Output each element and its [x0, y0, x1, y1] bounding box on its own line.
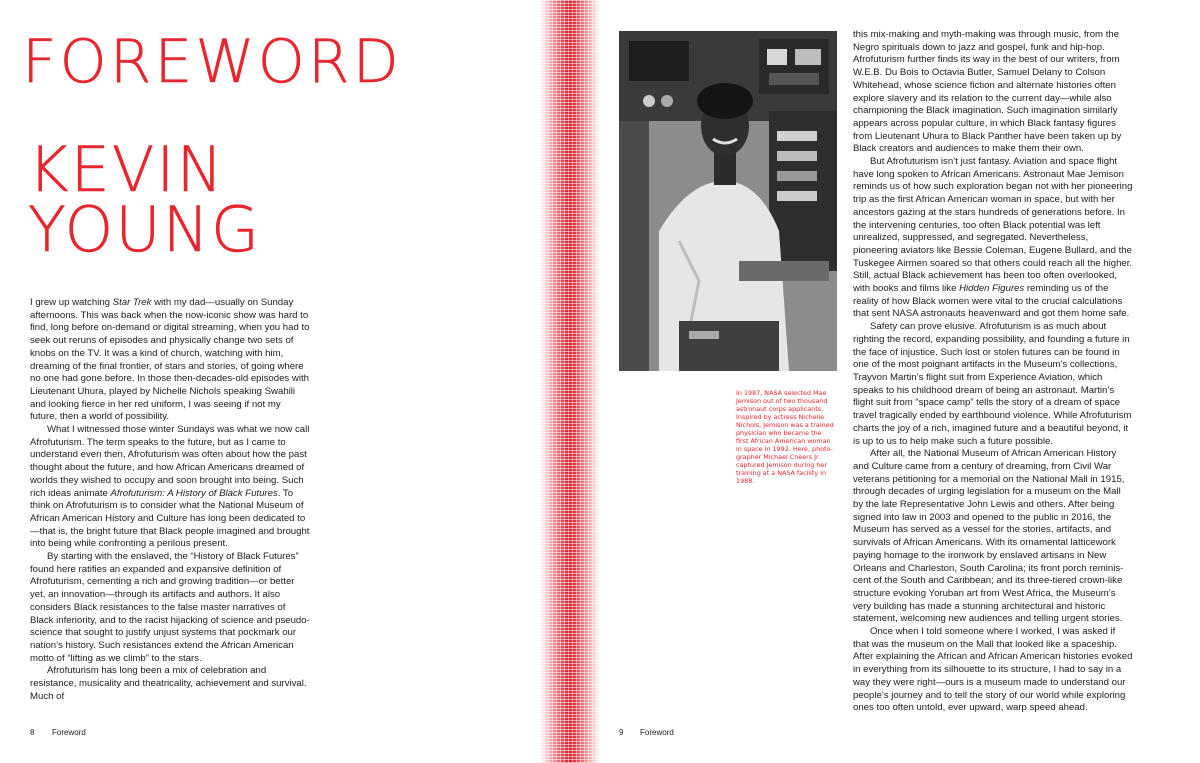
paragraph: But Afrofuturism isn’t just fantasy. Aviation and space flight have long spoken to African Americans. Astronaut Mae Jemison reminds us of how such exploration began not with her pioneering trip as the first African American woman in space, but with her ancestors gazing at the stars hundreds of generations before. In the intervening centuries, too often Black potential was left unrealized, suppressed, and segregated. Nevertheless, pioneering aviators like Bessie Coleman, Eugene Bullard, and the Tuskegee Airmen soared so that others could reach all the higher. Still, actual Black achievement has been too often overlooked, with books and films like Hidden Figures reminding us of the reality of how Black women were vital to the crucial calculations that sent NASA astronauts heavenward and got them home safe. [853, 156, 1133, 320]
paragraph: I grew up watching Star Trek with my dad—usually on Sunday afternoons. This was back when the now-iconic show was hard to find, long before on-demand or digital streaming, when you had to seek out reruns of episodes and physically change two sets of knobs on the TV. It was a kind of church, watching with him, dreaming of the final frontier, of stars and stories, of going where no one had gone before. In those then-decades-old episodes with Lieutenant Uhura, played by Nichelle Nichols speaking Swahili and looking fierce in her red uniform, I was seeing if not my future, then a world of possibility. [30, 297, 310, 423]
paragraph: By starting with the enslaved, the “History of Black Futures” found here ratifies an expanded and expansive definition of Afrofuturism, cementing a rich and growing tradition—or better yet, an innovation—through its artifacts and authors. It also considers Black resistances to the false master narratives of Black inferiority, and to the racist hijacking of science and pseudo-science that sought to justify unjust systems that pockmark our nation’s history. Such resistances extend the African American motto of “lifting as we climb” to the stars. [30, 551, 310, 664]
author-first-name: KEVIN [28, 133, 225, 206]
author-name [28, 133, 262, 266]
author-last-name: YOUNG [28, 193, 262, 266]
page-number: 8 [30, 728, 35, 737]
page-number: 9 [619, 728, 624, 737]
paragraph: this mix-making and myth-making was through music, from the Negro spirituals down to jazz and gospel, funk and hip-hop. Afrofuturism further finds its way in the best of our writers, from W.E.B. Du Bois to Octavia Butler, Samuel Delany to Colson Whitehead, whose science fiction and alternate histories often explore slavery and its relation to the current day—while also championing the Black imagination. Such imagination similarly appears across popular culture, in which Black fantasy figures from Lieutenant Uhura to Black Panther have been taken up by Black creators and audiences to make them their own. [853, 29, 1122, 155]
running-head: Foreword [640, 728, 674, 737]
photo-caption: In 1987, NASA selected Mae Jemison out of two thousand astronaut corps applicants. Inspired by actress Nichelle Nichols, Jemison was a trained physician who became the first African American woman in space in 1992. Here, photo-grapher Michael Cheers Jr. captured Jemison during her training at a NASA facility in 1988. [736, 389, 834, 485]
paragraph: Safety can prove elusive. Afrofuturism is as much about righting the record, expanding possibility, and founding a future in the face of injustice. Such lost or stolen futures can be found in one of the most poignant artifacts in the Museum’s collections, Trayvon Martin’s flight suit from Experience Aviation, which speaks to his childhood dream of being an astronaut. Martin’s flight suit from “space camp” tells the story of a dream of space travel tragically ended by earthbound violence. While Afrofuturism charts the joy of a rich, imagined future and a beautiful beyond, it is up to us to help make such a future possible. [853, 321, 1132, 447]
astronaut-photo [619, 31, 837, 371]
paragraph: What I witnessed those winter Sundays was what we now call Afrofuturism. The term speaks to the future, but as I came to understand even then, Afrofuturism was often about how the past thought about the future, and how African Americans dreamed of worlds they wished to occupy and soon brought into being. Such rich ideas animate Afrofuturism: A History of Black Futures. To think on Afrofuturism is to consider what the National Museum of African American History and Culture has long been dedicated to—that is, the bright future that Black people imagined and brought into being while confronting a perilous present. [30, 424, 310, 550]
right-page [560, 0, 1200, 763]
running-head: Foreword [52, 728, 86, 737]
paragraph: Afrofuturism has long been a mix of celebration and resistance, musicality and theatricality, achievement and survival. Much of [30, 665, 307, 702]
right-body-text [853, 29, 1133, 715]
left-body-text [30, 297, 310, 704]
paragraph: Once when I told someone where I worked, I was asked if that was the museum on the Mall that looked like a spaceship. After explaining the African and African American histories evoked in everything from its silhouette to its structure, I had to say in a way they were right—ours is a museum made to understand our people’s journey and to tell the story of our world while exploring ones too often untold, ever upward, warp speed ahead. [853, 626, 1133, 714]
left-page [0, 0, 560, 763]
paragraph: After all, the National Museum of African American History and Culture came from a century of dreaming, from Civil War veterans petitioning for a memorial on the National Mall in 1915, through decades of urging legislation for a museum on the Mall by the late Representative John Lewis and others. After being signed into law in 2003 and opened to the public in 2016, the Museum has served as a vessel for the stories, artifacts, and survivals of African Americans. With its ornamental latticework paying homage to the ironwork by enslaved artisans in New Orleans and Charleston, South Carolina; its front porch reminis-cent of the South and Caribbean; and its three-tiered crown-like structure evoking Yoruban art from West Africa, the Museum’s very building has made a stunning architectural and historic statement, welcoming new audiences and telling urgent stories. [853, 448, 1125, 625]
page-title: FOREWORD [22, 27, 402, 97]
